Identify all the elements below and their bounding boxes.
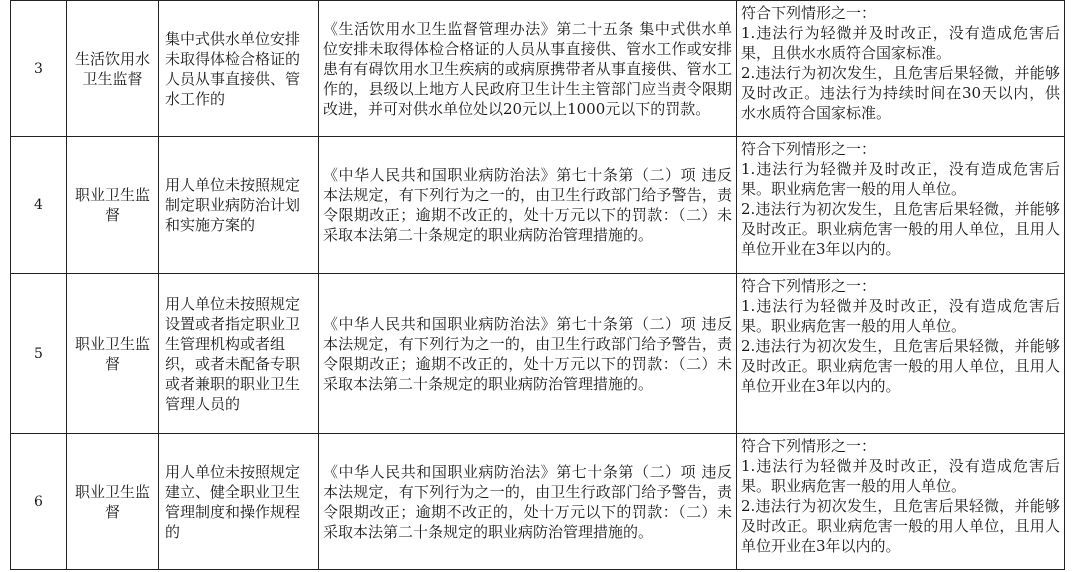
condition-line: 1.违法行为轻微并及时改正，没有造成危害后果。职业病危害一般的用人单位。	[741, 297, 1060, 335]
legal-basis: 《中华人民共和国职业病防治法》第七十条第（二）项 违反本法规定，有下列行为之一的，由卫生行政部门给予警告，责令限期改正；逾期不改正的，处十万元以下的罚款：（二）未采取本法第二十条规定的职业病防治管理措施的。	[319, 274, 737, 434]
condition-line: 1.违法行为轻微并及时改正，没有造成危害后果，且供水水质符合国家标准。	[741, 24, 1060, 62]
violation-behavior: 用人单位未按照规定制定职业病防治计划和实施方案的	[159, 137, 319, 274]
exemption-conditions	[737, 434, 1065, 570]
table-row	[11, 1, 1065, 137]
legal-basis: 《生活饮用水卫生监督管理办法》第二十五条 集中式供水单位安排未取得体检合格证的人员从事直接供、管水工作或安排患有有碍饮用水卫生疾病的或病原携带者从事直接供、管水工作的，县级以上地方人民政府卫生计生主管部门应当责令限期改进，并可对供水单位处以20元以上1000元以下的罚款。	[319, 1, 737, 137]
condition-line: 符合下列情形之一：	[741, 140, 877, 158]
condition-line: 2.违法行为初次发生，且危害后果轻微，并能够及时改正。职业病危害一般的用人单位，且用人单位开业在3年以内的。	[741, 337, 1060, 395]
document-page	[10, 0, 1065, 570]
supervision-category: 职业卫生监督	[67, 434, 159, 570]
condition-line: 2.违法行为初次发生，且危害后果轻微，并能够及时改正。职业病危害一般的用人单位，且用人单位开业在3年以内的。	[741, 200, 1060, 258]
row-number: 3	[11, 1, 67, 137]
penalty-exemption-table	[10, 0, 1065, 570]
condition-line: 符合下列情形之一：	[741, 277, 877, 295]
exemption-conditions	[737, 137, 1065, 274]
legal-basis: 《中华人民共和国职业病防治法》第七十条第（二）项 违反本法规定，有下列行为之一的，由卫生行政部门给予警告，责令限期改正；逾期不改正的，处十万元以下的罚款：（二）未采取本法第二十条规定的职业病防治管理措施的。	[319, 434, 737, 570]
exemption-conditions	[737, 1, 1065, 137]
condition-line: 符合下列情形之一：	[741, 437, 877, 455]
table-row	[11, 274, 1065, 434]
violation-behavior: 用人单位未按照规定设置或者指定职业卫生管理机构或者组织，或者未配备专职或者兼职的职业卫生管理人员的	[159, 274, 319, 434]
row-number: 5	[11, 274, 67, 434]
row-number: 4	[11, 137, 67, 274]
condition-line: 2.违法行为初次发生，且危害后果轻微，并能够及时改正。职业病危害一般的用人单位，且用人单位开业在3年以内的。	[741, 497, 1060, 555]
supervision-category: 生活饮用水卫生监督	[67, 1, 159, 137]
table-row	[11, 137, 1065, 274]
row-number: 6	[11, 434, 67, 570]
condition-line: 符合下列情形之一：	[741, 4, 877, 22]
condition-line: 2.违法行为初次发生，且危害后果轻微，并能够及时改正。违法行为持续时间在30天以内，供水水质符合国家标准。	[741, 64, 1060, 122]
legal-basis: 《中华人民共和国职业病防治法》第七十条第（二）项 违反本法规定，有下列行为之一的，由卫生行政部门给予警告，责令限期改正；逾期不改正的，处十万元以下的罚款：（二）未采取本法第二十条规定的职业病防治管理措施的。	[319, 137, 737, 274]
exemption-conditions	[737, 274, 1065, 434]
condition-line: 1.违法行为轻微并及时改正，没有造成危害后果。职业病危害一般的用人单位。	[741, 160, 1060, 198]
condition-line: 1.违法行为轻微并及时改正，没有造成危害后果。职业病危害一般的用人单位。	[741, 457, 1060, 495]
table-row	[11, 434, 1065, 570]
violation-behavior: 集中式供水单位安排未取得体检合格证的人员从事直接供、管水工作的	[159, 1, 319, 137]
violation-behavior: 用人单位未按照规定建立、健全职业卫生管理制度和操作规程的	[159, 434, 319, 570]
supervision-category: 职业卫生监督	[67, 274, 159, 434]
supervision-category: 职业卫生监督	[67, 137, 159, 274]
